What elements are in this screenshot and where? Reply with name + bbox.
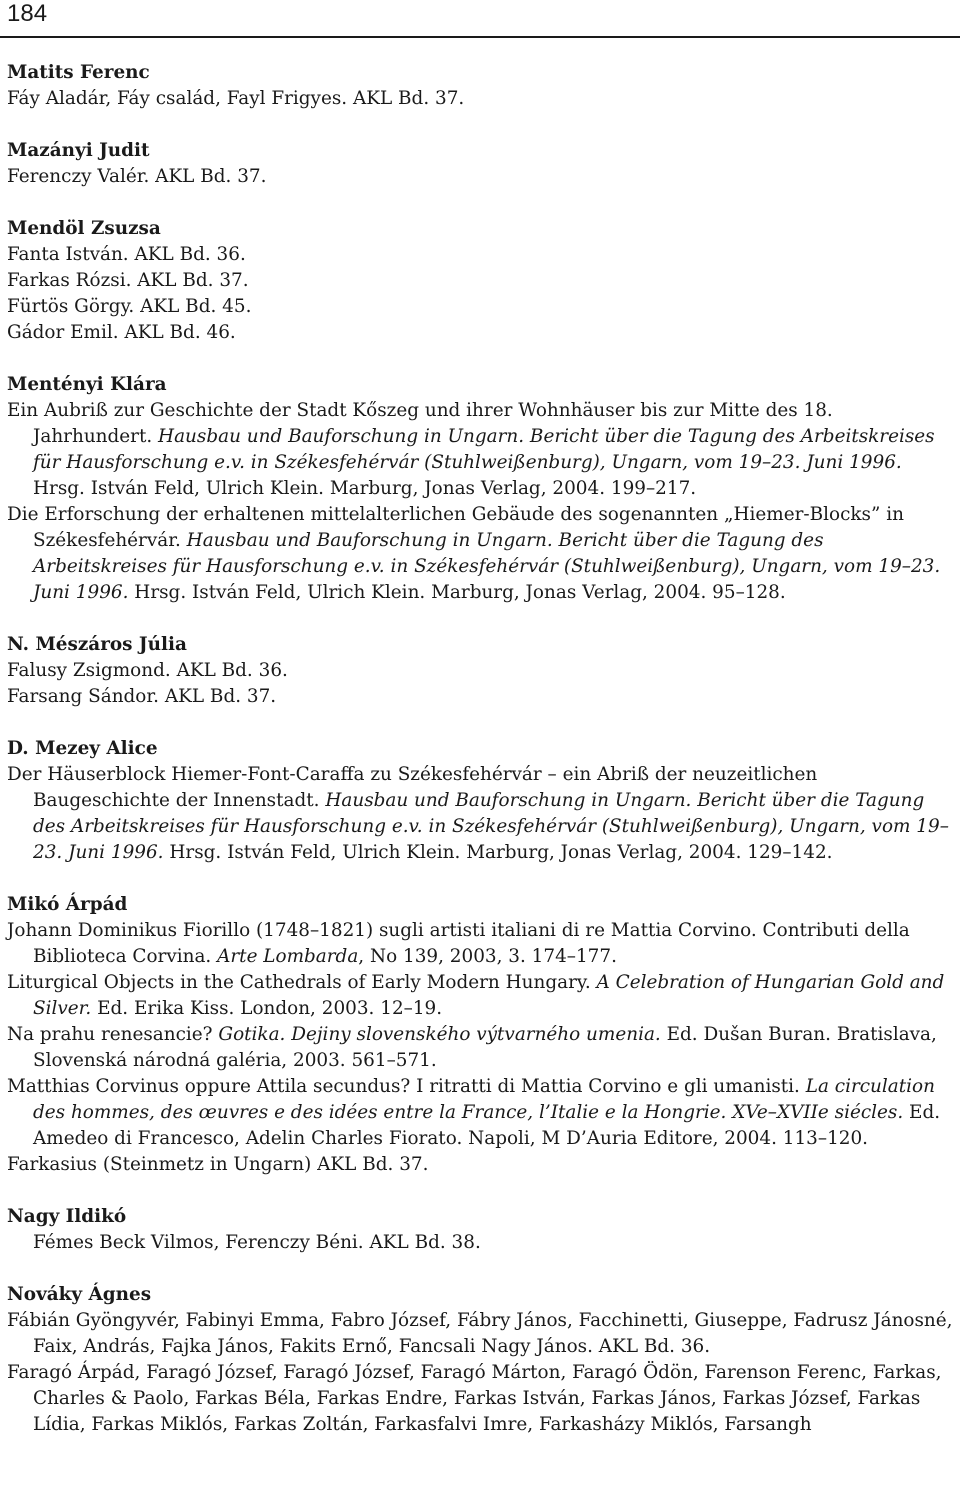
entry-text: Hrsg. István Feld, Ulrich Klein. Marburg, Jonas Verlag, 2004. 129–142. [163,842,833,863]
bibliography-list [7,60,953,1464]
bibliography-entry [7,1230,953,1256]
header-rule [0,36,960,38]
author-name: Nagy Ildikó [7,1206,127,1227]
entry-text: Fábián Gyöngyvér, Fabinyi Emma, Fabro József, Fábry János, Facchinetti, Giuseppe, Fadrusz Jánosné, Faix, András, Fajka János, Fakits Ernő, Fancsali Nagy János. AKL Bd. 36. [7,1310,953,1357]
author-name: Mazányi Judit [7,140,150,161]
entry-text: Falusy Zsigmond. AKL Bd. 36. [7,660,288,681]
entry-text: Fanta István. AKL Bd. 36. [7,244,246,265]
entry-text: Der Häuserblock Hiemer-Font-Caraffa zu Székesfehérvár – ein Abriß der neuzeitlichen Baugeschichte der Innenstadt. [7,764,818,811]
bibliography-entry [7,658,953,684]
author-section [7,60,953,112]
entry-title-italic: A Celebration of Hungarian Gold and Silver. [33,972,945,1019]
entry-text: Fémes Beck Vilmos, Ferenczy Béni. AKL Bd. 38. [33,1232,481,1253]
author-name: Matits Ferenc [7,62,150,83]
author-name: Mendöl Zsuzsa [7,218,161,239]
entry-text: Ein Aubriß zur Geschichte der Stadt Kőszeg und ihrer Wohnhäuser bis zur Mitte des 18. Jahrhundert. [7,400,833,447]
bibliography-entry [7,320,953,346]
entry-text: Fürtös Görgy. AKL Bd. 45. [7,296,252,317]
author-name: Mikó Árpád [7,894,128,915]
author-section [7,138,953,190]
bibliography-entry [7,294,953,320]
author-section [7,892,953,1178]
entry-title-italic: Hausbau und Bauforschung in Ungarn. Bericht über die Tagung des Arbeitskreises für Hausforschung e.v. in Székesfehérvár (Stuhlweißenburg), Ungarn, vom 19–23. Juni 1996. [33,530,941,603]
bibliography-entry [7,762,953,866]
entry-title-italic: Hausbau und Bauforschung in Ungarn. Bericht über die Tagung des Arbeitskreises für Hausforschung e.v. in Székesfehérvár (Stuhlweißenburg), Ungarn, vom 19–23. Juni 1996. [33,426,935,473]
author-section [7,372,953,606]
entry-text: Ed. Amedeo di Francesco, Adelin Charles Fiorato. Napoli, M D’Auria Editore, 2004. 113–120. [33,1102,941,1149]
bibliography-entry [7,918,953,970]
author-name: Mentényi Klára [7,374,167,395]
bibliography-entry [7,502,953,606]
entry-title-italic: La circulation des hommes, des œuvres e des idées entre la France, l’Italie e la Hongrie. XVe–XVIIe siécles. [33,1076,935,1123]
page-number: 184 [7,0,48,27]
entry-text: Ferenczy Valér. AKL Bd. 37. [7,166,267,187]
entry-title-italic: Hausbau und Bauforschung in Ungarn. Bericht über die Tagung des Arbeitskreises für Hausforschung e.v. in Székesfehérvár (Stuhlweißenburg), Ungarn, vom 19–23. Juni 1996. [33,790,949,863]
author-section [7,1204,953,1256]
author-name: Nováky Ágnes [7,1284,152,1305]
bibliography-entry [7,398,953,502]
bibliography-entry [7,268,953,294]
entry-text: Fáy Aladár, Fáy család, Fayl Frigyes. AKL Bd. 37. [7,88,465,109]
entry-text: Na prahu renesancie? [7,1024,219,1045]
entry-text: Ed. Erika Kiss. London, 2003. 12–19. [91,998,443,1019]
author-name: D. Mezey Alice [7,738,158,759]
entry-text: Ed. Dušan Buran. Bratislava, Slovenská národná galéria, 2003. 561–571. [33,1024,937,1071]
entry-text: Matthias Corvinus oppure Attila secundus? I ritratti di Mattia Corvino e gli umanisti. [7,1076,806,1097]
author-section [7,1282,953,1438]
entry-text: Farkas Rózsi. AKL Bd. 37. [7,270,249,291]
bibliography-entry [7,242,953,268]
entry-text: Faragó Árpád, Faragó József, Faragó József, Faragó Márton, Faragó Ödön, Farenson Ferenc, Farkas, Charles & Paolo, Farkas Béla, Farkas Endre, Farkas István, Farkas János, Farkas József, Farkas Lídia, Farkas Miklós, Farkas Zoltán, Farkasfalvi Imre, Farkasházy Miklós, Farsangh [7,1362,942,1435]
bibliography-entry [7,1360,953,1438]
bibliography-entry [7,86,953,112]
bibliography-entry [7,684,953,710]
entry-text: Johann Dominikus Fiorillo (1748–1821) sugli artisti italiani di re Mattia Corvino. Contributi della Biblioteca Corvina. [7,920,910,967]
entry-text: Gádor Emil. AKL Bd. 46. [7,322,236,343]
entry-text: Hrsg. István Feld, Ulrich Klein. Marburg, Jonas Verlag, 2004. 199–217. [33,478,697,499]
entry-text: , No 139, 2003, 3. 174–177. [358,946,617,967]
bibliography-entry [7,164,953,190]
author-section [7,632,953,710]
author-name: N. Mészáros Júlia [7,634,187,655]
entry-text: Die Erforschung der erhaltenen mittelalterlichen Gebäude des sogenannten „Hiemer-Blocks” in Székesfehérvár. [7,504,904,551]
author-section [7,216,953,346]
entry-title-italic: Arte Lombarda [217,946,359,967]
bibliography-entry [7,1308,953,1360]
entry-text: Liturgical Objects in the Cathedrals of Early Modern Hungary. [7,972,597,993]
bibliography-entry [7,1074,953,1152]
entry-text: Farsang Sándor. AKL Bd. 37. [7,686,277,707]
bibliography-entry [7,1022,953,1074]
bibliography-entry [7,970,953,1022]
author-section [7,736,953,866]
entry-text: Farkasius (Steinmetz in Ungarn) AKL Bd. 37. [7,1154,429,1175]
bibliography-entry [7,1152,953,1178]
entry-text: Hrsg. István Feld, Ulrich Klein. Marburg, Jonas Verlag, 2004. 95–128. [128,582,786,603]
entry-title-italic: Gotika. Dejiny slovenského výtvarného umenia. [218,1024,661,1045]
